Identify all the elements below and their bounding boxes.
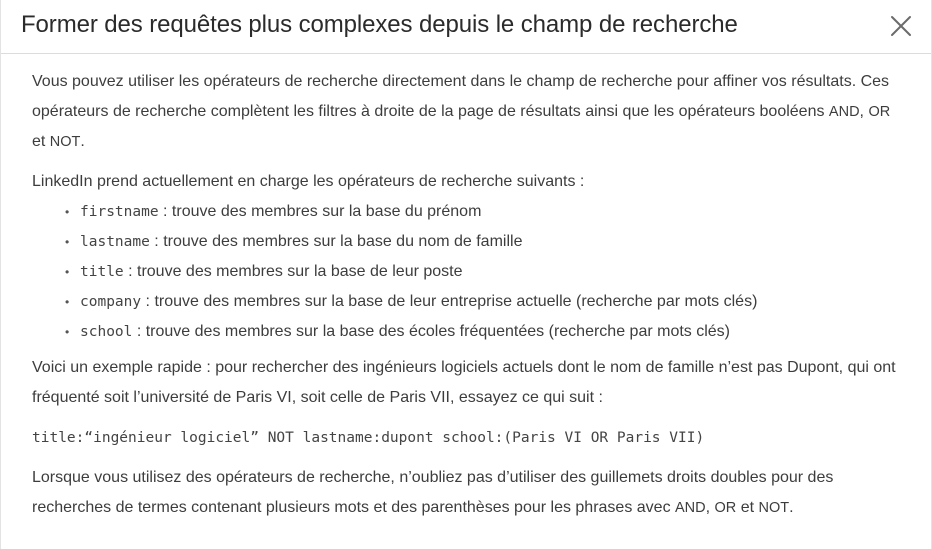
- example-paragraph: Voici un exemple rapide : pour rechercher des ingénieurs logiciels actuels dont le nom de famille n’est pas Dupont, qui ont fréquenté soit l’université de Paris VI, soit celle de Paris VII, essayez ce qui suit :: [32, 359, 896, 406]
- keyword-or: OR: [714, 500, 737, 516]
- punctuation: .: [80, 133, 85, 150]
- operator-name: company: [80, 294, 142, 310]
- operator-separator: :: [158, 203, 172, 220]
- operator-name: school: [80, 324, 133, 340]
- closing-paragraph: [32, 463, 901, 523]
- operators-list: [32, 197, 901, 347]
- separator: et: [32, 133, 50, 150]
- list-item: [64, 317, 901, 347]
- operator-separator: :: [149, 233, 164, 250]
- punctuation: .: [789, 499, 794, 516]
- keyword-or: OR: [868, 104, 891, 120]
- operator-description: trouve des membres sur la base des écoles fréquentées (recherche par mots clés): [145, 323, 731, 340]
- modal-header: [1, 0, 931, 54]
- operator-description: trouve des membres sur la base de leur poste: [137, 263, 463, 280]
- modal-title: Former des requêtes plus complexes depuis le champ de recherche: [21, 11, 738, 38]
- modal-body: [1, 54, 931, 523]
- close-button[interactable]: [887, 12, 915, 40]
- operators-intro: LinkedIn prend actuellement en charge les opérateurs de recherche suivants :: [32, 173, 585, 190]
- list-item: [64, 257, 901, 287]
- list-item: [64, 197, 901, 227]
- operator-description: trouve des membres sur la base du nom de famille: [163, 233, 523, 250]
- close-icon: [887, 12, 915, 40]
- operator-name: title: [80, 264, 124, 280]
- intro-paragraph: [32, 67, 901, 157]
- operator-separator: :: [132, 323, 146, 340]
- keyword-not: NOT: [49, 134, 81, 150]
- operator-description: trouve des membres sur la base de leur entreprise actuelle (recherche par mots clés): [154, 293, 758, 310]
- example-query: title:“ingénieur logiciel” NOT lastname:dupont school:(Paris VI OR Paris VII): [32, 430, 705, 446]
- keyword-and: AND: [828, 104, 860, 120]
- separator: et: [736, 499, 759, 516]
- separator: ,: [859, 103, 869, 120]
- paragraph-text: Lorsque vous utilisez des opérateurs de recherche, n’oubliez pas d’utiliser des guillemets droits doubles pour des recherches de termes contenant plusieurs mots et des parenthèses pour les phrases avec: [32, 469, 834, 516]
- operator-name: lastname: [80, 234, 150, 250]
- operator-separator: :: [141, 293, 155, 310]
- list-item: [64, 287, 901, 317]
- keyword-not: NOT: [758, 500, 790, 516]
- keyword-and: AND: [675, 500, 706, 516]
- paragraph-text: Vous pouvez utiliser les opérateurs de recherche directement dans le champ de recherche pour affiner vos résultats. Ces opérateurs de recherche complètent les filtres à droite de la page de résultats ainsi que les opérateurs booléens: [32, 73, 890, 120]
- operator-name: firstname: [80, 204, 159, 220]
- list-item: [64, 227, 901, 257]
- operator-description: trouve des membres sur la base du prénom: [171, 203, 482, 220]
- separator: ,: [705, 499, 715, 516]
- operator-separator: :: [123, 263, 137, 280]
